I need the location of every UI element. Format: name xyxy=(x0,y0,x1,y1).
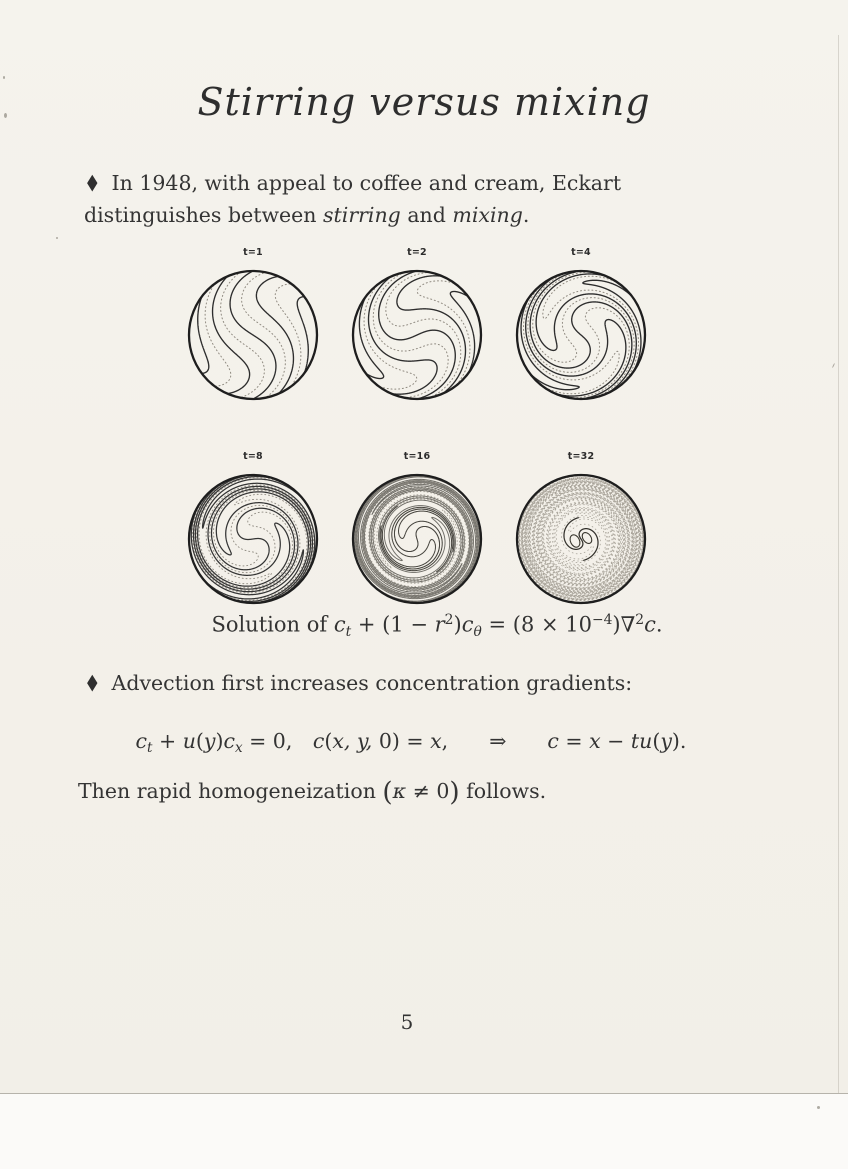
disc-drawing xyxy=(511,265,651,405)
center-blob xyxy=(564,518,598,561)
text-segment: , xyxy=(441,729,449,753)
text-segment: 0) = xyxy=(378,729,431,753)
advection-bullet-text xyxy=(112,671,633,695)
text-segment: ) xyxy=(215,729,224,753)
disc-drawing xyxy=(511,469,651,609)
text-segment: mixing xyxy=(452,203,523,227)
text-segment: ). xyxy=(671,729,687,753)
scan-speck xyxy=(832,363,835,368)
contour-line xyxy=(450,291,474,372)
text-segment: ⇒ xyxy=(489,729,507,753)
contour-line xyxy=(543,276,639,383)
closing-text xyxy=(78,774,546,810)
text-segment: follows. xyxy=(459,779,547,803)
page-number: 5 xyxy=(400,1010,414,1034)
figure-caption xyxy=(26,612,848,640)
text-segment: c xyxy=(547,729,559,753)
figure-panel-t-1 xyxy=(183,247,323,405)
text-segment: + xyxy=(152,729,183,753)
text-segment: ( xyxy=(195,729,204,753)
page-title: Stirring versus mixing xyxy=(197,80,651,124)
figure-panel-t-4 xyxy=(511,247,651,405)
text-segment: ) xyxy=(449,777,460,808)
text-segment: θ xyxy=(473,623,482,640)
stirring-figure xyxy=(183,247,651,647)
text-segment: c xyxy=(644,612,656,637)
text-segment: x, y, xyxy=(332,729,379,753)
contour-line xyxy=(230,272,276,399)
eckart-bullet xyxy=(84,168,760,230)
text-segment: ( xyxy=(324,729,333,753)
text-segment: Then rapid homogeneization xyxy=(78,779,383,803)
disc-drawing xyxy=(183,265,323,405)
text-segment: c xyxy=(312,729,325,753)
text-segment: y xyxy=(660,729,672,753)
figure-panel-t-16 xyxy=(347,451,487,609)
disc-drawing xyxy=(347,265,487,405)
text-segment: Solution of xyxy=(211,612,334,637)
text-segment: Advection first increases concentration gradients: xyxy=(111,671,633,695)
contour-line xyxy=(205,285,231,386)
panel-time-label: t=16 xyxy=(403,451,431,462)
text-segment: −4 xyxy=(591,612,613,628)
contour-line xyxy=(275,284,301,385)
text-segment: ≠ 0 xyxy=(406,779,450,803)
text-segment: . xyxy=(655,612,663,637)
text-segment xyxy=(506,729,547,753)
scan-speck xyxy=(3,76,5,79)
panel-time-label: t=8 xyxy=(243,451,263,462)
text-segment: = (8 × 10 xyxy=(481,612,592,637)
scan-speck xyxy=(4,113,7,118)
diamond-bullet-icon: ♦ xyxy=(84,671,101,698)
text-segment: κ xyxy=(392,779,407,803)
text-segment: − xyxy=(600,729,631,753)
contour-line xyxy=(397,276,466,392)
text-segment: + (1 − xyxy=(351,612,435,637)
panel-time-label: t=1 xyxy=(243,247,263,258)
text-segment: c xyxy=(223,729,235,753)
text-segment: t xyxy=(147,740,153,757)
text-segment: c xyxy=(461,612,474,637)
text-segment: r xyxy=(434,612,445,637)
disc-drawing xyxy=(183,469,323,609)
text-segment: )∇ xyxy=(612,612,636,637)
text-segment: u xyxy=(182,729,196,753)
advection-equation xyxy=(0,725,822,764)
text-segment: . xyxy=(522,203,530,227)
text-segment: ( xyxy=(652,729,661,753)
text-segment: 2 xyxy=(635,612,645,628)
panel-time-label: t=2 xyxy=(407,247,427,258)
panel-time-label: t=32 xyxy=(567,451,595,462)
text-segment: c xyxy=(333,612,346,637)
scan-speck xyxy=(817,1106,820,1109)
advection-bullet xyxy=(84,668,784,700)
contour-line xyxy=(297,297,308,373)
text-segment: tu xyxy=(630,729,653,753)
text-segment: x xyxy=(234,740,243,757)
text-segment: x xyxy=(589,729,601,753)
contour-line xyxy=(379,272,456,399)
scan-edge-right xyxy=(838,35,839,1093)
text-segment: = xyxy=(558,729,590,753)
text-segment: = 0, xyxy=(242,729,293,753)
text-segment: In 1948, with appeal to coffee and cream, Eckart distinguishes between xyxy=(84,171,622,227)
scan-edge-bottom xyxy=(0,1093,848,1169)
scan-speck xyxy=(56,237,58,239)
figure-panel-t-32 xyxy=(511,451,651,609)
text-segment: ( xyxy=(382,777,393,808)
text-segment: and xyxy=(400,203,453,227)
contour-line xyxy=(242,273,286,397)
text-segment: t xyxy=(345,623,352,640)
diamond-bullet-icon: ♦ xyxy=(84,171,101,198)
text-segment: stirring xyxy=(323,203,401,227)
figure-panel-t-8 xyxy=(183,451,323,609)
text-segment: y xyxy=(203,729,216,753)
text-segment: x xyxy=(430,729,442,753)
panel-time-label: t=4 xyxy=(571,247,591,258)
text-segment xyxy=(292,729,313,753)
eckart-bullet-text xyxy=(84,171,621,227)
text-segment: c xyxy=(135,729,148,753)
disc-drawing xyxy=(347,469,487,609)
text-segment xyxy=(448,729,489,753)
contour-line xyxy=(221,273,265,397)
contour-line xyxy=(373,273,448,397)
text-segment: ) xyxy=(453,612,462,637)
contour-line xyxy=(386,272,461,396)
text-segment: 2 xyxy=(444,612,454,628)
contour-line xyxy=(198,297,209,373)
figure-panel-t-2 xyxy=(347,247,487,405)
